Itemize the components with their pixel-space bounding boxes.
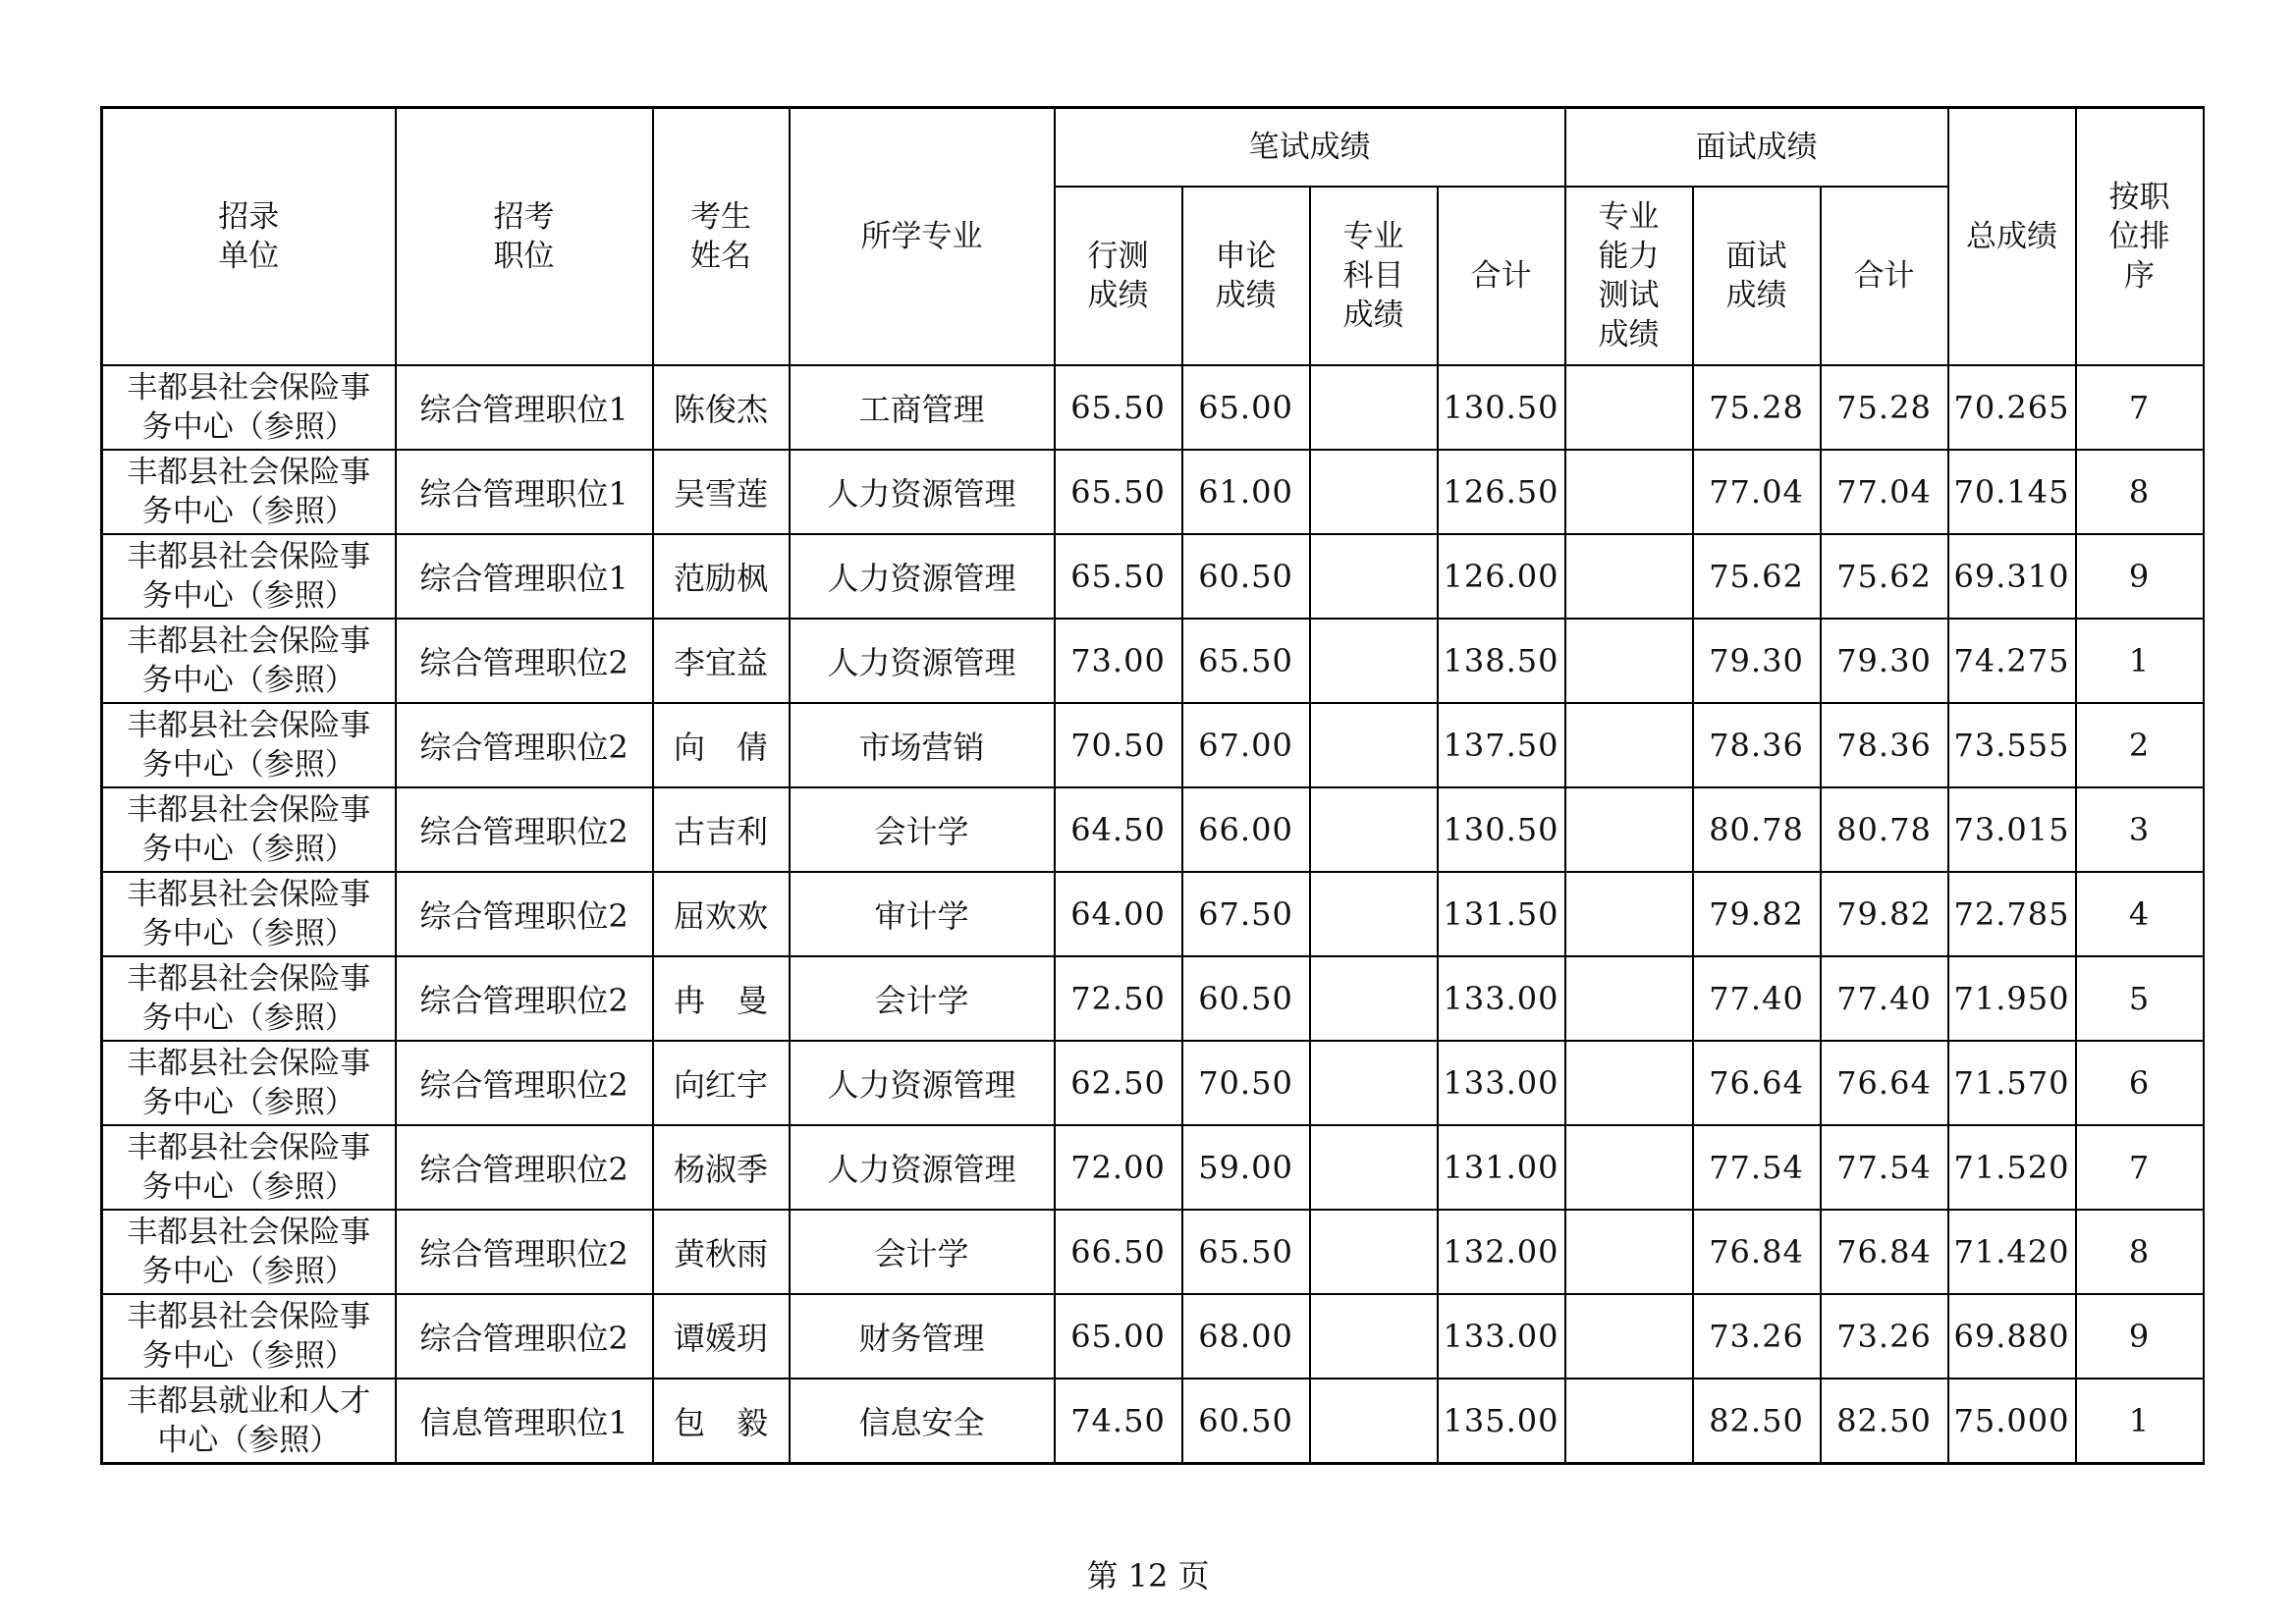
- cell-xingce: 66.50: [1055, 1210, 1182, 1294]
- cell-unit: 丰都县社会保险事 务中心（参照）: [102, 1125, 396, 1210]
- cell-interview-score: 80.78: [1693, 787, 1821, 872]
- cell-written-total: 131.00: [1438, 1125, 1565, 1210]
- cell-major: 人力资源管理: [790, 619, 1055, 703]
- cell-rank: 8: [2076, 450, 2204, 534]
- header-position: 招考 职位: [396, 108, 653, 366]
- table-row: [102, 703, 2204, 787]
- cell-position: 综合管理职位2: [396, 619, 653, 703]
- cell-rank: 1: [2076, 1379, 2204, 1464]
- cell-xingce: 65.50: [1055, 534, 1182, 619]
- cell-xingce: 65.00: [1055, 1294, 1182, 1379]
- cell-name: 陈俊杰: [653, 365, 790, 450]
- cell-shenlun: 60.50: [1182, 534, 1310, 619]
- cell-major: 会计学: [790, 787, 1055, 872]
- cell-xingce: 65.50: [1055, 450, 1182, 534]
- cell-rank: 9: [2076, 534, 2204, 619]
- cell-interview-score: 79.82: [1693, 872, 1821, 956]
- cell-major: 人力资源管理: [790, 1125, 1055, 1210]
- cell-professional-subject: [1310, 365, 1438, 450]
- cell-professional-subject: [1310, 872, 1438, 956]
- cell-xingce: 64.00: [1055, 872, 1182, 956]
- cell-xingce: 65.50: [1055, 365, 1182, 450]
- cell-shenlun: 65.00: [1182, 365, 1310, 450]
- cell-name: 杨淑季: [653, 1125, 790, 1210]
- header-unit: 招录 单位: [102, 108, 396, 366]
- cell-interview-score: 77.54: [1693, 1125, 1821, 1210]
- score-table-container: [100, 106, 2205, 1465]
- cell-shenlun: 65.50: [1182, 1210, 1310, 1294]
- cell-major: 会计学: [790, 956, 1055, 1041]
- cell-total: 72.785: [1948, 872, 2076, 956]
- cell-major: 工商管理: [790, 365, 1055, 450]
- cell-professional-subject: [1310, 1294, 1438, 1379]
- cell-written-total: 132.00: [1438, 1210, 1565, 1294]
- header-name: 考生 姓名: [653, 108, 790, 366]
- header-xingce: 行测 成绩: [1055, 187, 1182, 365]
- cell-interview-score: 73.26: [1693, 1294, 1821, 1379]
- cell-interview-total: 76.64: [1821, 1041, 1948, 1125]
- cell-unit: 丰都县社会保险事 务中心（参照）: [102, 956, 396, 1041]
- cell-shenlun: 61.00: [1182, 450, 1310, 534]
- cell-interview-score: 76.64: [1693, 1041, 1821, 1125]
- table-row: [102, 619, 2204, 703]
- cell-unit: 丰都县社会保险事 务中心（参照）: [102, 703, 396, 787]
- cell-interview-total: 79.82: [1821, 872, 1948, 956]
- table-row: [102, 787, 2204, 872]
- cell-total: 71.420: [1948, 1210, 2076, 1294]
- cell-total: 74.275: [1948, 619, 2076, 703]
- cell-written-total: 133.00: [1438, 956, 1565, 1041]
- cell-xingce: 72.50: [1055, 956, 1182, 1041]
- cell-professional-subject: [1310, 703, 1438, 787]
- cell-major: 审计学: [790, 872, 1055, 956]
- table-row: [102, 956, 2204, 1041]
- score-table: [100, 106, 2205, 1465]
- table-header: [102, 108, 2204, 366]
- cell-major: 市场营销: [790, 703, 1055, 787]
- header-written-group: 笔试成绩: [1055, 108, 1565, 188]
- header-total: 总成绩: [1948, 108, 2076, 366]
- cell-xingce: 72.00: [1055, 1125, 1182, 1210]
- header-major: 所学专业: [790, 108, 1055, 366]
- cell-rank: 4: [2076, 872, 2204, 956]
- cell-professional-subject: [1310, 534, 1438, 619]
- cell-unit: 丰都县社会保险事 务中心（参照）: [102, 787, 396, 872]
- cell-interview-total: 75.28: [1821, 365, 1948, 450]
- header-shenlun: 申论 成绩: [1182, 187, 1310, 365]
- cell-interview-total: 77.04: [1821, 450, 1948, 534]
- cell-professional-subject: [1310, 787, 1438, 872]
- cell-shenlun: 60.50: [1182, 1379, 1310, 1464]
- cell-major: 人力资源管理: [790, 534, 1055, 619]
- cell-shenlun: 67.50: [1182, 872, 1310, 956]
- cell-written-total: 130.50: [1438, 787, 1565, 872]
- cell-written-total: 133.00: [1438, 1294, 1565, 1379]
- cell-position: 综合管理职位2: [396, 1294, 653, 1379]
- cell-position: 综合管理职位1: [396, 365, 653, 450]
- cell-interview-total: 73.26: [1821, 1294, 1948, 1379]
- cell-ability-test: [1565, 534, 1693, 619]
- cell-professional-subject: [1310, 1125, 1438, 1210]
- cell-interview-total: 82.50: [1821, 1379, 1948, 1464]
- cell-ability-test: [1565, 703, 1693, 787]
- cell-interview-score: 82.50: [1693, 1379, 1821, 1464]
- cell-position: 综合管理职位2: [396, 872, 653, 956]
- cell-xingce: 73.00: [1055, 619, 1182, 703]
- cell-interview-total: 80.78: [1821, 787, 1948, 872]
- header-interview-total: 合计: [1821, 187, 1948, 365]
- cell-ability-test: [1565, 956, 1693, 1041]
- header-professional-subject: 专业 科目 成绩: [1310, 187, 1438, 365]
- table-row: [102, 365, 2204, 450]
- cell-shenlun: 60.50: [1182, 956, 1310, 1041]
- cell-total: 73.015: [1948, 787, 2076, 872]
- cell-total: 75.000: [1948, 1379, 2076, 1464]
- cell-name: 谭媛玥: [653, 1294, 790, 1379]
- cell-unit: 丰都县社会保险事 务中心（参照）: [102, 534, 396, 619]
- cell-interview-score: 77.40: [1693, 956, 1821, 1041]
- cell-xingce: 74.50: [1055, 1379, 1182, 1464]
- cell-total: 69.310: [1948, 534, 2076, 619]
- table-body: [102, 365, 2204, 1464]
- cell-interview-score: 75.62: [1693, 534, 1821, 619]
- cell-rank: 3: [2076, 787, 2204, 872]
- cell-interview-total: 77.40: [1821, 956, 1948, 1041]
- cell-shenlun: 59.00: [1182, 1125, 1310, 1210]
- cell-major: 人力资源管理: [790, 450, 1055, 534]
- cell-unit: 丰都县社会保险事 务中心（参照）: [102, 1294, 396, 1379]
- cell-unit: 丰都县社会保险事 务中心（参照）: [102, 872, 396, 956]
- cell-total: 71.570: [1948, 1041, 2076, 1125]
- cell-interview-total: 77.54: [1821, 1125, 1948, 1210]
- cell-position: 综合管理职位2: [396, 1210, 653, 1294]
- cell-ability-test: [1565, 450, 1693, 534]
- cell-major: 会计学: [790, 1210, 1055, 1294]
- cell-written-total: 130.50: [1438, 365, 1565, 450]
- cell-name: 范励枫: [653, 534, 790, 619]
- table-row: [102, 1294, 2204, 1379]
- cell-interview-score: 75.28: [1693, 365, 1821, 450]
- cell-ability-test: [1565, 365, 1693, 450]
- cell-total: 69.880: [1948, 1294, 2076, 1379]
- cell-ability-test: [1565, 1041, 1693, 1125]
- cell-professional-subject: [1310, 450, 1438, 534]
- cell-shenlun: 65.50: [1182, 619, 1310, 703]
- table-row: [102, 450, 2204, 534]
- cell-shenlun: 67.00: [1182, 703, 1310, 787]
- header-written-total: 合计: [1438, 187, 1565, 365]
- cell-name: 黄秋雨: [653, 1210, 790, 1294]
- table-row: [102, 1210, 2204, 1294]
- cell-written-total: 126.00: [1438, 534, 1565, 619]
- cell-professional-subject: [1310, 1379, 1438, 1464]
- cell-total: 70.265: [1948, 365, 2076, 450]
- cell-xingce: 70.50: [1055, 703, 1182, 787]
- cell-position: 综合管理职位1: [396, 534, 653, 619]
- cell-position: 综合管理职位2: [396, 1125, 653, 1210]
- cell-rank: 2: [2076, 703, 2204, 787]
- cell-major: 财务管理: [790, 1294, 1055, 1379]
- cell-interview-score: 77.04: [1693, 450, 1821, 534]
- cell-shenlun: 66.00: [1182, 787, 1310, 872]
- cell-rank: 7: [2076, 1125, 2204, 1210]
- cell-professional-subject: [1310, 956, 1438, 1041]
- cell-major: 人力资源管理: [790, 1041, 1055, 1125]
- cell-ability-test: [1565, 1294, 1693, 1379]
- cell-name: 向 倩: [653, 703, 790, 787]
- cell-interview-total: 76.84: [1821, 1210, 1948, 1294]
- table-row: [102, 1041, 2204, 1125]
- cell-rank: 1: [2076, 619, 2204, 703]
- cell-ability-test: [1565, 619, 1693, 703]
- table-row: [102, 534, 2204, 619]
- cell-unit: 丰都县就业和人才 中心（参照）: [102, 1379, 396, 1464]
- cell-xingce: 62.50: [1055, 1041, 1182, 1125]
- cell-name: 古吉利: [653, 787, 790, 872]
- cell-professional-subject: [1310, 1041, 1438, 1125]
- cell-shenlun: 68.00: [1182, 1294, 1310, 1379]
- cell-written-total: 133.00: [1438, 1041, 1565, 1125]
- cell-unit: 丰都县社会保险事 务中心（参照）: [102, 450, 396, 534]
- table-row: [102, 1379, 2204, 1464]
- header-interview-group: 面试成绩: [1565, 108, 1948, 188]
- cell-rank: 5: [2076, 956, 2204, 1041]
- cell-rank: 6: [2076, 1041, 2204, 1125]
- cell-position: 综合管理职位1: [396, 450, 653, 534]
- cell-ability-test: [1565, 1210, 1693, 1294]
- cell-rank: 8: [2076, 1210, 2204, 1294]
- cell-shenlun: 70.50: [1182, 1041, 1310, 1125]
- cell-total: 71.520: [1948, 1125, 2076, 1210]
- page-number: 第 12 页: [1086, 1557, 1210, 1595]
- cell-position: 综合管理职位2: [396, 956, 653, 1041]
- cell-interview-score: 79.30: [1693, 619, 1821, 703]
- cell-name: 冉 曼: [653, 956, 790, 1041]
- cell-interview-total: 78.36: [1821, 703, 1948, 787]
- cell-total: 73.555: [1948, 703, 2076, 787]
- cell-position: 综合管理职位2: [396, 787, 653, 872]
- cell-professional-subject: [1310, 1210, 1438, 1294]
- cell-interview-score: 76.84: [1693, 1210, 1821, 1294]
- cell-rank: 7: [2076, 365, 2204, 450]
- cell-interview-total: 75.62: [1821, 534, 1948, 619]
- cell-name: 向红宇: [653, 1041, 790, 1125]
- cell-name: 李宜益: [653, 619, 790, 703]
- cell-total: 70.145: [1948, 450, 2076, 534]
- cell-written-total: 138.50: [1438, 619, 1565, 703]
- cell-name: 包 毅: [653, 1379, 790, 1464]
- cell-total: 71.950: [1948, 956, 2076, 1041]
- cell-written-total: 126.50: [1438, 450, 1565, 534]
- cell-rank: 9: [2076, 1294, 2204, 1379]
- table-row: [102, 1125, 2204, 1210]
- header-rank: 按职 位排 序: [2076, 108, 2204, 366]
- cell-name: 吴雪莲: [653, 450, 790, 534]
- cell-xingce: 64.50: [1055, 787, 1182, 872]
- cell-written-total: 137.50: [1438, 703, 1565, 787]
- cell-ability-test: [1565, 787, 1693, 872]
- cell-ability-test: [1565, 1125, 1693, 1210]
- cell-major: 信息安全: [790, 1379, 1055, 1464]
- cell-position: 综合管理职位2: [396, 703, 653, 787]
- cell-unit: 丰都县社会保险事 务中心（参照）: [102, 365, 396, 450]
- cell-professional-subject: [1310, 619, 1438, 703]
- cell-unit: 丰都县社会保险事 务中心（参照）: [102, 1210, 396, 1294]
- cell-written-total: 135.00: [1438, 1379, 1565, 1464]
- cell-interview-score: 78.36: [1693, 703, 1821, 787]
- cell-position: 综合管理职位2: [396, 1041, 653, 1125]
- header-ability-test: 专业 能力 测试 成绩: [1565, 187, 1693, 365]
- cell-interview-total: 79.30: [1821, 619, 1948, 703]
- cell-unit: 丰都县社会保险事 务中心（参照）: [102, 619, 396, 703]
- cell-ability-test: [1565, 1379, 1693, 1464]
- table-row: [102, 872, 2204, 956]
- cell-position: 信息管理职位1: [396, 1379, 653, 1464]
- cell-name: 屈欢欢: [653, 872, 790, 956]
- cell-written-total: 131.50: [1438, 872, 1565, 956]
- header-interview-score: 面试 成绩: [1693, 187, 1821, 365]
- cell-ability-test: [1565, 872, 1693, 956]
- cell-unit: 丰都县社会保险事 务中心（参照）: [102, 1041, 396, 1125]
